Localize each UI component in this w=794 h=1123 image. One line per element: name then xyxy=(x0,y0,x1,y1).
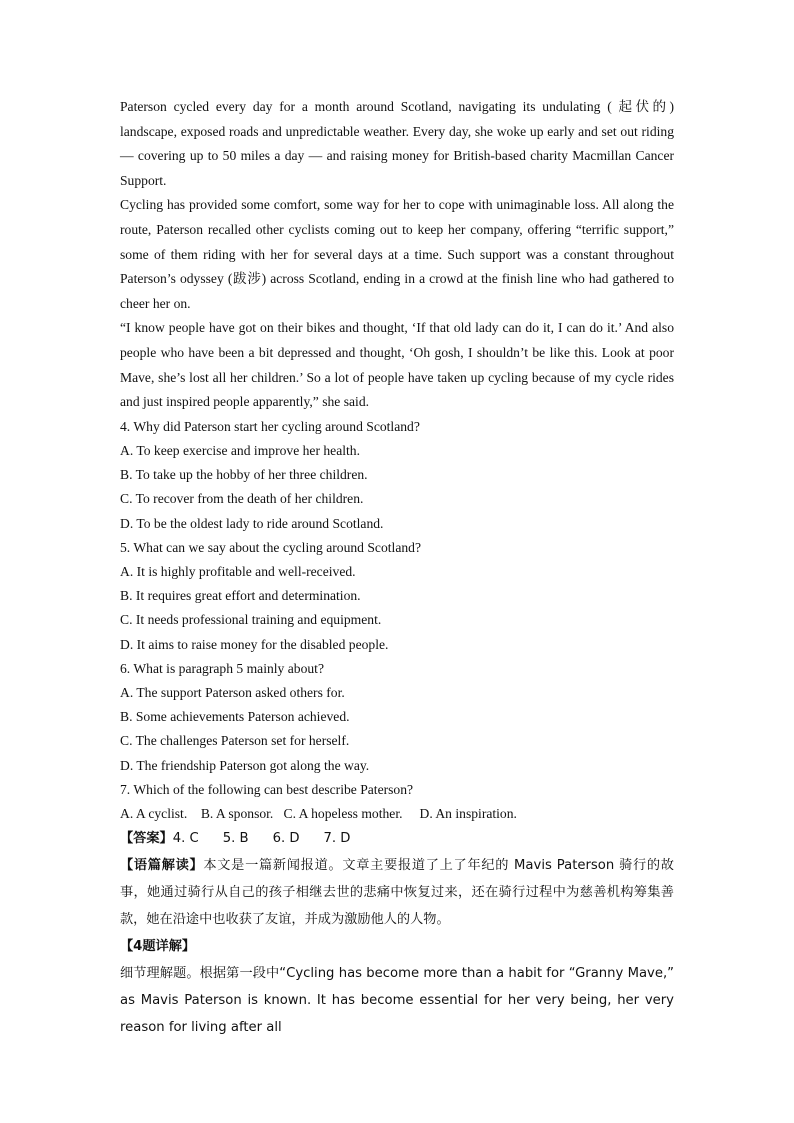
detail-heading: 【4题详解】 xyxy=(120,939,196,955)
passage-paragraph: “I know people have got on their bikes and thought, ‘If that old lady can do it, I can do it.’ And also people who have been a bit depressed and thought, ‘Oh gosh, I shouldn’t be like this. Look at poor Mave, she’s lost all her children.’ So a lot of people have taken up cycling because of my cycle rides and just inspired people apparently,” she said. xyxy=(120,320,674,410)
question-6-option-b: B. Some achievements Paterson achieved. xyxy=(120,709,350,725)
question-6-stem: 6. What is paragraph 5 mainly about? xyxy=(120,660,324,676)
answer-key xyxy=(120,826,674,852)
question-7-option-a: A. A cyclist. xyxy=(120,805,188,821)
question-4-option-c: C. To recover from the death of her children. xyxy=(120,491,364,507)
interpretation-paragraph xyxy=(120,852,674,933)
document-content xyxy=(120,95,674,1041)
question-5-option-c: C. It needs professional training and equipment. xyxy=(120,612,382,628)
interpretation-text: 本文是一篇新闻报道。文章主要报道了上了年纪的 Mavis Paterson 骑行的故事，她通过骑行从自己的孩子相继去世的悲痛中恢复过来，还在骑行过程中为慈善机构筹集善款，她在沿途中也收获了友谊，并成为激励他人的人物。 xyxy=(120,858,674,928)
question-4-option-a: A. To keep exercise and improve her health. xyxy=(120,442,360,458)
question-5-stem: 5. What can we say about the cycling around Scotland? xyxy=(120,539,421,555)
question-4-stem: 4. Why did Paterson start her cycling around Scotland? xyxy=(120,418,420,434)
question-7-option-b: B. A sponsor. xyxy=(200,805,274,821)
question-5-option-b: B. It requires great effort and determination. xyxy=(120,588,361,604)
answer-item: 7. D xyxy=(323,831,351,847)
question-5-option-d: D. It aims to raise money for the disabled people. xyxy=(120,636,389,652)
answer-item: 6. D xyxy=(272,831,300,847)
question-6-option-d: D. The friendship Paterson got along the way. xyxy=(120,757,370,773)
answer-item: 4. C xyxy=(172,831,199,847)
question-7-option-d: D. An inspiration. xyxy=(419,805,517,821)
question-7-option-c: C. A hopeless mother. xyxy=(283,805,403,821)
question-7-options xyxy=(120,802,674,826)
question-5-option-a: A. It is highly profitable and well-received. xyxy=(120,563,356,579)
interpretation-label: 【语篇解读】 xyxy=(120,858,204,874)
answer-label: 【答案】 xyxy=(120,831,173,847)
answer-item: 5. B xyxy=(222,831,249,847)
detail-text: 细节理解题。根据第一段中“Cycling has become more than a habit for “Granny Mave,” as Mavis Paterson is known. It has become essential for her very being, her very reason for living after all xyxy=(120,966,674,1036)
question-4-option-b: B. To take up the hobby of her three children. xyxy=(120,467,368,483)
passage-paragraph: Paterson cycled every day for a month around Scotland, navigating its undulating ( 起伏的) landscape, exposed roads and unpredictable weather. Every day, she woke up early and set out riding — covering up to 50 miles a day — and raising money for British-based charity Macmillan Cancer Support. xyxy=(120,99,674,188)
question-7-stem: 7. Which of the following can best describe Paterson? xyxy=(120,781,414,797)
question-6-option-a: A. The support Paterson asked others for. xyxy=(120,684,345,700)
passage-paragraph: Cycling has provided some comfort, some way for her to cope with unimaginable loss. All along the route, Paterson recalled other cyclists coming out to keep her company, offering “terrific support,” some of them riding with her for several days at a time. Such support was a constant throughout Paterson’s odyssey (跋涉) across Scotland, ending in a crowd at the finish line who had gathered to cheer her on. xyxy=(120,197,674,311)
question-6-option-c: C. The challenges Paterson set for herself. xyxy=(120,733,350,749)
question-4-option-d: D. To be the oldest lady to ride around Scotland. xyxy=(120,515,384,531)
